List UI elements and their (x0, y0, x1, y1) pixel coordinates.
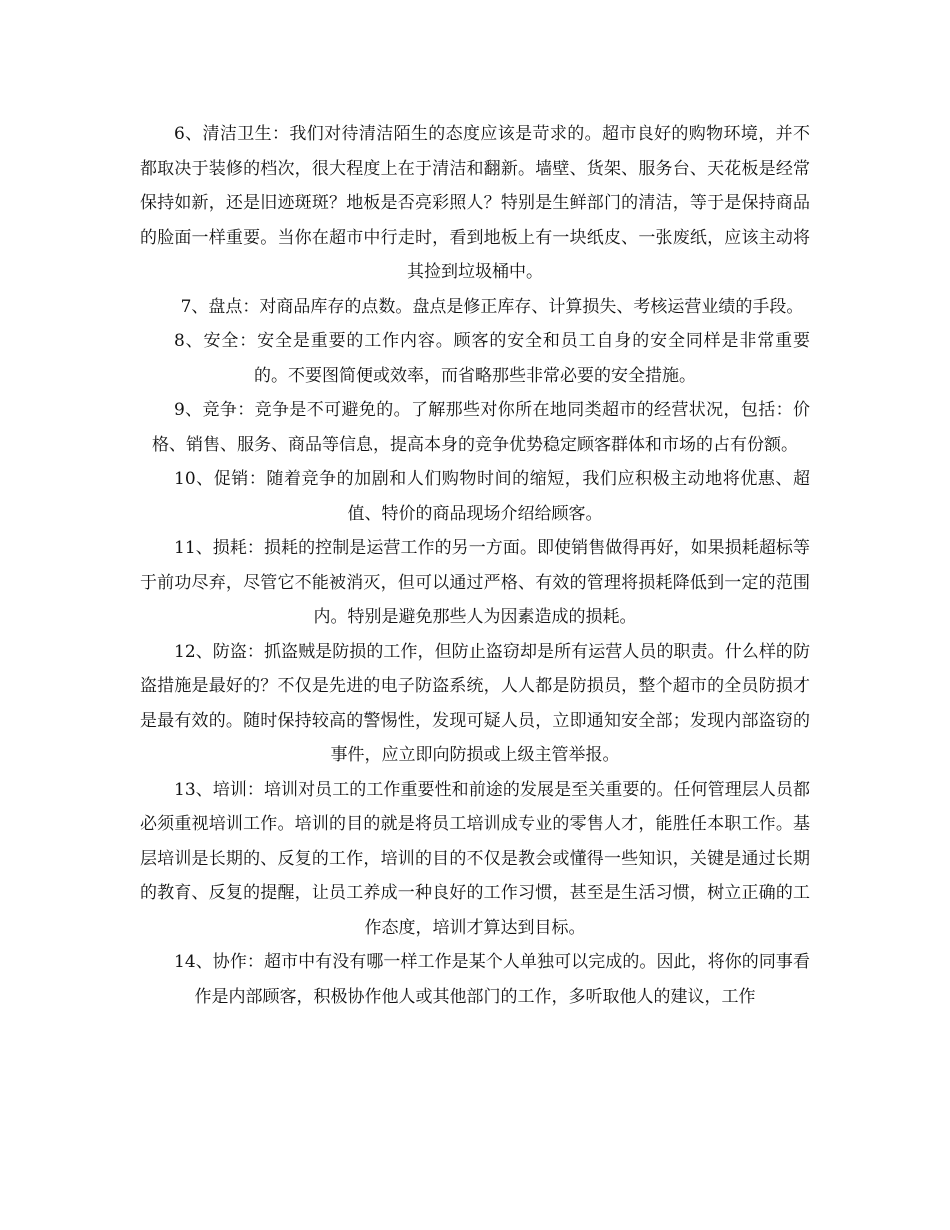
paragraph-promotion: 10、促销：随着竞争的加剧和人们购物时间的缩短，我们应积极主动地将优惠、超值、特价的商品现场介绍给顾客。 (174, 469, 810, 524)
paragraph-inventory: 7、盘点：对商品库存的点数。盘点是修正库存、计算损失、考核运营业绩的手段。 (180, 296, 804, 317)
paragraph-cleaning: 6、清洁卫生：我们对待清洁陌生的态度应该是苛求的。超市良好的购物环境，并不都取决于装修的档次，很大程度上在于清洁和翻新。墙壁、货架、服务台、天花板是经常保持如新，还是旧迹斑斑？地板是否亮彩照人？特别是生鲜部门的清洁，等于是保持商品的脸面一样重要。当你在超市中行走时，看到地板上有一块纸皮、一张废纸，应该主动将其捡到垃圾桶中。 (140, 124, 810, 282)
paragraph-shrinkage: 11、损耗：损耗的控制是运营工作的另一方面。即使销售做得再好，如果损耗超标等于前功尽弃，尽管它不能被消灭，但可以通过严格、有效的管理将损耗降低到一定的范围内。特别是避免那些人为因素造成的损耗。 (140, 538, 810, 627)
paragraph-safety: 8、安全：安全是重要的工作内容。顾客的安全和员工自身的安全同样是非常重要的。不要图简便或效率，而省略那些非常必要的安全措施。 (174, 331, 810, 386)
paragraph-competition: 9、竞争：竞争是不可避免的。了解那些对你所在地同类超市的经营状况，包括：价格、销售、服务、商品等信息，提高本身的竞争优势稳定顾客群体和市场的占有份额。 (152, 400, 810, 455)
paragraph-training: 13、培训：培训对员工的工作重要性和前途的发展是至关重要的。任何管理层人员都必须重视培训工作。培训的目的就是将员工培训成专业的零售人才，能胜任本职工作。基层培训是长期的、反复的工作，培训的目的不仅是教会或懂得一些知识，关键是通过长期的教育、反复的提醒，让员工养成一种良好的工作习惯，甚至是生活习惯，树立正确的工作态度，培训才算达到目标。 (140, 779, 810, 938)
paragraph-theft-prevention: 12、防盗：抓盗贼是防损的工作，但防止盗窃却是所有运营人员的职责。什么样的防盗措施是最好的？不仅是先进的电子防盗系统，人人都是防损员，整个超市的全员防损才是最有效的。随时保持较高的警惕性，发现可疑人员，立即通知安全部；发现内部盗窃的事件，应立即向防损或上级主管举报。 (140, 641, 810, 765)
paragraph-cooperation: 14、协作：超市中有没有哪一样工作是某个人单独可以完成的。因此，将你的同事看作是内部顾客，积极协作他人或其他部门的工作，多听取他人的建议，工作 (174, 952, 810, 1007)
